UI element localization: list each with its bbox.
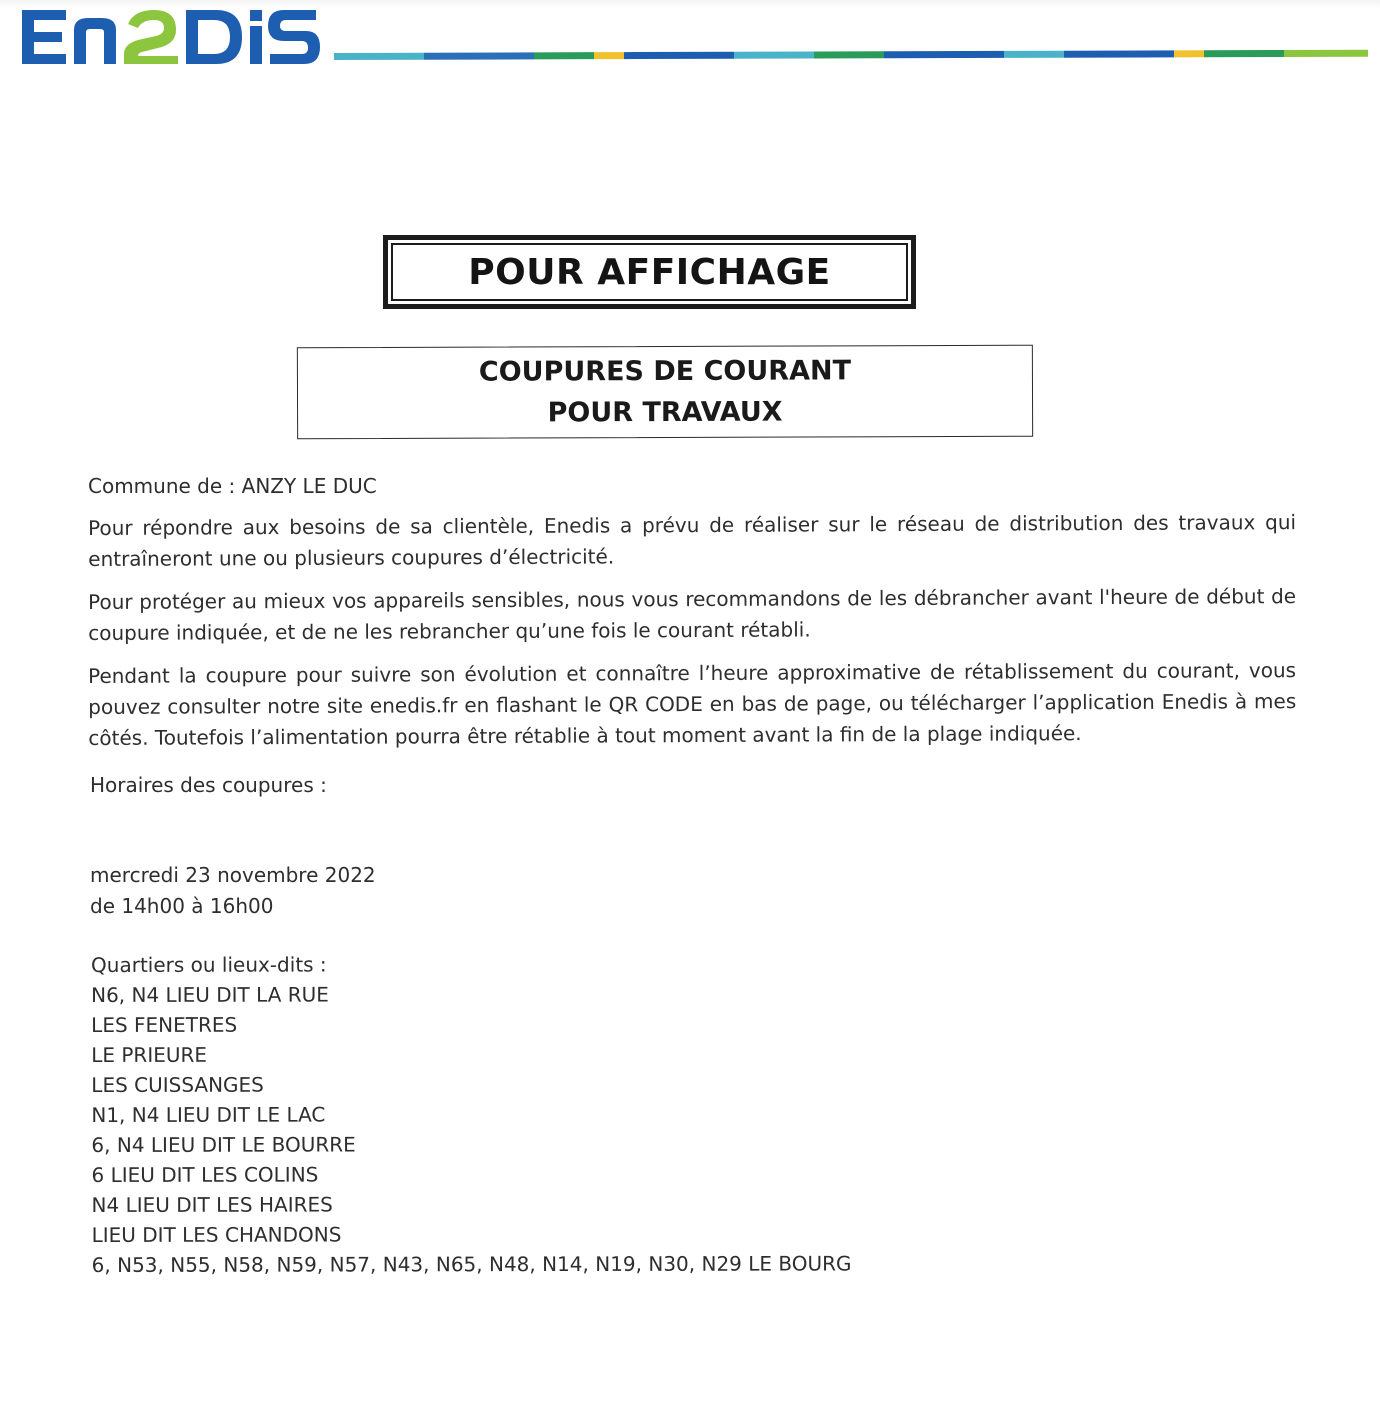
location-item: N1, N4 LIEU DIT LE LAC bbox=[91, 1102, 326, 1127]
location-item: N4 LIEU DIT LES HAIRES bbox=[91, 1192, 333, 1217]
subtitle-box bbox=[297, 345, 1033, 440]
location-item: 6, N4 LIEU DIT LE BOURRE bbox=[91, 1132, 356, 1157]
schedule-block bbox=[90, 860, 376, 922]
location-item: LIEU DIT LES CHANDONS bbox=[91, 1222, 342, 1247]
paragraph-protection: Pour protéger au mieux vos appareils sensibles, nous vous recommandons de les débrancher avant l'heure de début de coupure indiquée, et de ne les rebrancher qu’une fois le courant rétabli. bbox=[88, 584, 1297, 645]
locations-heading: Quartiers ou lieux-dits : bbox=[91, 952, 327, 977]
location-item: N6, N4 LIEU DIT LA RUE bbox=[91, 982, 329, 1007]
subtitle-line-1: COUPURES DE COURANT bbox=[478, 355, 852, 388]
location-item: 6 LIEU DIT LES COLINS bbox=[91, 1162, 319, 1187]
location-item: LES CUISSANGES bbox=[91, 1072, 264, 1097]
enedis-logo bbox=[18, 0, 328, 70]
locations-list bbox=[91, 948, 852, 1280]
schedule-time: de 14h00 à 16h00 bbox=[90, 894, 274, 918]
location-item: LE PRIEURE bbox=[91, 1042, 208, 1067]
location-item: 6, N53, N55, N58, N59, N57, N43, N65, N48, N14, N19, N30, N29 LE BOURG bbox=[91, 1251, 852, 1277]
subtitle-line-2: POUR TRAVAUX bbox=[547, 396, 783, 429]
location-item: LES FENETRES bbox=[91, 1012, 238, 1037]
header-decorative-rule bbox=[334, 50, 1368, 60]
title-box bbox=[383, 235, 916, 309]
schedule-date: mercredi 23 novembre 2022 bbox=[90, 863, 376, 887]
commune-label: Commune de : ANZY LE DUC bbox=[88, 474, 377, 498]
enedis-logo-graphic bbox=[18, 0, 328, 70]
schedule-heading: Horaires des coupures : bbox=[90, 773, 327, 797]
paragraph-follow-up: Pendant la coupure pour suivre son évolution et connaître l’heure approximative de rétablissement du courant, vous pouvez consulter notre site enedis.fr en flashant le QR CODE en bas de page, ou télécharger l’application Enedis à mes côtés. Toutefois l’alimentation pourra être rétablie à tout moment avant la fin de la plage indiquée. bbox=[88, 658, 1297, 750]
page-title: POUR AFFICHAGE bbox=[391, 243, 908, 301]
paragraph-intro: Pour répondre aux besoins de sa clientèle, Enedis a prévu de réaliser sur le réseau de distribution des travaux qui entraîneront une ou plusieurs coupures d’électricité. bbox=[88, 510, 1297, 571]
